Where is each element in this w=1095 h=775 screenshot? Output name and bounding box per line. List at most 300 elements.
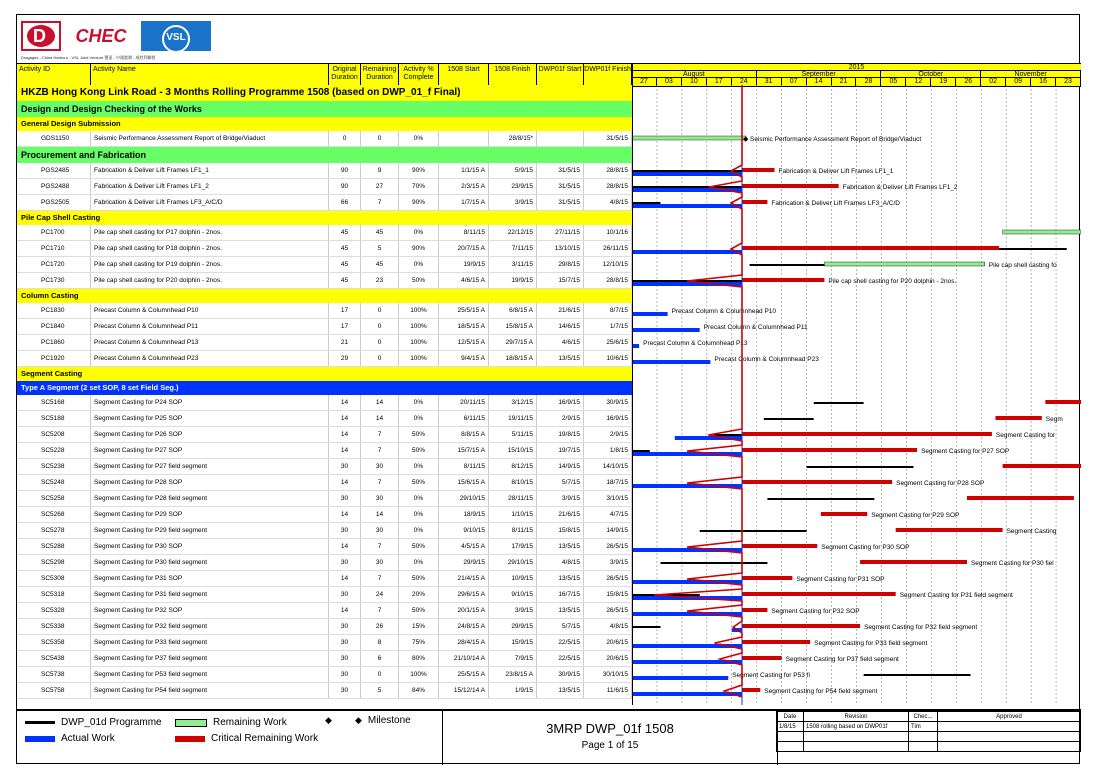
cell-df: 16/9/15 bbox=[584, 411, 632, 426]
cell-name: Pile cap shell casting for P19 dolphin - 2nos. bbox=[91, 257, 329, 272]
cell-s: 8/11/15 bbox=[439, 225, 489, 240]
critical-bar bbox=[742, 168, 775, 172]
baseline-bar bbox=[814, 402, 864, 404]
section-header-typea[interactable] bbox=[17, 381, 632, 395]
cell-rd: 0 bbox=[361, 303, 399, 318]
table-row[interactable] bbox=[17, 241, 632, 257]
cell-od: 14 bbox=[329, 427, 361, 442]
timeline-week: 21 bbox=[832, 78, 857, 86]
cell-s: 15/6/15 A bbox=[439, 475, 489, 490]
logo-bar bbox=[19, 17, 219, 63]
baseline-bar bbox=[632, 202, 661, 204]
col-dwp-finish[interactable]: DWP01f Finish bbox=[584, 64, 632, 86]
critical-bar bbox=[742, 640, 810, 644]
col-percent-complete[interactable]: Activity % Complete bbox=[399, 64, 439, 86]
bar-label: Segment Casting for bbox=[995, 432, 1056, 439]
remaining-bar bbox=[1003, 230, 1081, 234]
col-1508-start[interactable]: 1508 Start bbox=[439, 64, 489, 86]
baseline-bar bbox=[632, 170, 746, 172]
rev-date: 1/8/15 bbox=[777, 722, 804, 732]
cell-name: Segment Casting for P28 field segment bbox=[91, 491, 329, 506]
cell-pc: 0% bbox=[399, 411, 439, 426]
cell-id: PGS2488 bbox=[17, 179, 91, 194]
cell-s: 29/9/15 bbox=[439, 555, 489, 570]
table-row[interactable] bbox=[17, 131, 632, 147]
cell-pc: 100% bbox=[399, 335, 439, 350]
timeline-header bbox=[632, 63, 1081, 87]
cell-od: 30 bbox=[329, 491, 361, 506]
cell-f: 18/8/15 A bbox=[489, 351, 537, 366]
table-row[interactable] bbox=[17, 163, 632, 179]
cell-pc: 0% bbox=[399, 459, 439, 474]
table-row[interactable] bbox=[17, 351, 632, 367]
cell-s bbox=[439, 131, 489, 146]
table-row[interactable] bbox=[17, 555, 632, 571]
cell-rd: 45 bbox=[361, 257, 399, 272]
cell-name: Segment Casting for P28 SOP bbox=[91, 475, 329, 490]
cell-f: 29/10/15 bbox=[489, 555, 537, 570]
cell-rd: 8 bbox=[361, 635, 399, 650]
col-activity-id[interactable]: Activity ID bbox=[17, 64, 91, 86]
cell-f: 28/11/15 bbox=[489, 491, 537, 506]
cell-rd: 27 bbox=[361, 179, 399, 194]
cell-f: 22/12/15 bbox=[489, 225, 537, 240]
cell-f: 7/9/15 bbox=[489, 651, 537, 666]
cell-name: Pile cap shell casting for P18 dolphin - 2nos. bbox=[91, 241, 329, 256]
cell-f: 15/8/15 A bbox=[489, 319, 537, 334]
actual-bar bbox=[632, 312, 668, 316]
timeline-year-row bbox=[632, 64, 1081, 71]
cell-pc: 0% bbox=[399, 131, 439, 146]
section-title: General Design Submission bbox=[21, 119, 121, 128]
legend-swatch-critical bbox=[175, 736, 205, 742]
baseline-bar bbox=[767, 498, 874, 500]
cell-df: 4/7/15 bbox=[584, 507, 632, 522]
timeline-week: 27 bbox=[632, 78, 657, 86]
cell-s: 9/10/15 bbox=[439, 523, 489, 538]
col-remaining-duration[interactable]: Remaining Duration bbox=[361, 64, 399, 86]
rev-header-checked: Chec... bbox=[909, 712, 938, 722]
cell-pc: 50% bbox=[399, 443, 439, 458]
cell-od: 30 bbox=[329, 523, 361, 538]
table-row[interactable] bbox=[17, 667, 632, 683]
timeline-week: 31 bbox=[757, 78, 782, 86]
cell-df: 14/9/15 bbox=[584, 523, 632, 538]
critical-bar bbox=[742, 544, 817, 548]
cell-name: Precast Column & Columnhead P23 bbox=[91, 351, 329, 366]
cell-df: 2/9/15 bbox=[584, 427, 632, 442]
bar-label: Fabrication & Deliver Lift Frames LF1_2 bbox=[842, 184, 958, 191]
cell-pc: 0% bbox=[399, 507, 439, 522]
table-row[interactable] bbox=[17, 619, 632, 635]
cell-s: 25/5/15 A bbox=[439, 667, 489, 682]
cell-od: 45 bbox=[329, 225, 361, 240]
cell-df: 10/6/15 bbox=[584, 351, 632, 366]
table-row[interactable] bbox=[17, 427, 632, 443]
bar-label: Precast Column & Columnhead P13 bbox=[643, 340, 748, 347]
cell-ds: 27/11/15 bbox=[537, 225, 584, 240]
cell-name: Segment Casting for P29 SOP bbox=[91, 507, 329, 522]
cell-f: 15/10/15 bbox=[489, 443, 537, 458]
cell-name: Segment Casting for P25 SOP bbox=[91, 411, 329, 426]
table-row[interactable] bbox=[17, 443, 632, 459]
cell-od: 14 bbox=[329, 411, 361, 426]
cell-s: 29/10/15 bbox=[439, 491, 489, 506]
table-row[interactable] bbox=[17, 179, 632, 195]
table-row[interactable] bbox=[17, 225, 632, 241]
cell-name: Segment Casting for P32 field segment bbox=[91, 619, 329, 634]
table-row[interactable] bbox=[17, 635, 632, 651]
cell-df: 28/8/15 bbox=[584, 163, 632, 178]
cell-od: 14 bbox=[329, 539, 361, 554]
cell-name: Segment Casting for P54 field segment bbox=[91, 683, 329, 698]
bar-label: Segment Casting for P33 field segment bbox=[814, 640, 928, 647]
col-original-duration[interactable]: Original Duration bbox=[329, 64, 361, 86]
timeline-month: November bbox=[981, 71, 1081, 77]
section-header-segment[interactable] bbox=[17, 367, 632, 381]
cell-s: 8/8/15 A bbox=[439, 427, 489, 442]
table-row[interactable] bbox=[17, 335, 632, 351]
cell-pc: 0% bbox=[399, 257, 439, 272]
section-title: HKZB Hong Kong Link Road - 3 Months Rolling Programme 1508 (based on DWP_01_f Final) bbox=[21, 87, 461, 98]
cell-id: SC5278 bbox=[17, 523, 91, 538]
table-row[interactable] bbox=[17, 507, 632, 523]
timeline-week: 26 bbox=[956, 78, 981, 86]
section-header-design[interactable] bbox=[17, 101, 632, 117]
cell-name: Precast Column & Columnhead P13 bbox=[91, 335, 329, 350]
cell-od: 0 bbox=[329, 131, 361, 146]
milestone-icon: ◆ bbox=[743, 136, 749, 143]
section-header-proc[interactable] bbox=[17, 147, 632, 163]
table-row[interactable] bbox=[17, 273, 632, 289]
cell-f: 29/9/15 bbox=[489, 619, 537, 634]
cell-pc: 0% bbox=[399, 491, 439, 506]
legend-remaining: Remaining Work bbox=[175, 717, 287, 728]
cell-ds: 22/5/15 bbox=[537, 651, 584, 666]
timeline-week: 12 bbox=[906, 78, 931, 86]
cell-name: Segment Casting for P29 field segment bbox=[91, 523, 329, 538]
cell-df: 3/9/15 bbox=[584, 555, 632, 570]
cell-od: 17 bbox=[329, 303, 361, 318]
cell-id: SC5268 bbox=[17, 507, 91, 522]
cell-df: 26/11/15 bbox=[584, 241, 632, 256]
milestone-icon: ◆ bbox=[355, 715, 362, 725]
cell-name: Fabrication & Deliver Lift Frames LF1_1 bbox=[91, 163, 329, 178]
cell-f: 9/10/15 bbox=[489, 587, 537, 602]
cell-rd: 14 bbox=[361, 507, 399, 522]
cell-ds bbox=[537, 131, 584, 146]
cell-od: 29 bbox=[329, 351, 361, 366]
cell-pc: 90% bbox=[399, 195, 439, 210]
timeline-month: August bbox=[632, 71, 757, 77]
actual-bar bbox=[632, 328, 700, 332]
cell-od: 30 bbox=[329, 651, 361, 666]
cell-id: PC1720 bbox=[17, 257, 91, 272]
section-header-title[interactable] bbox=[17, 85, 632, 101]
timeline-week: 07 bbox=[782, 78, 807, 86]
cell-id: SC5238 bbox=[17, 459, 91, 474]
cell-od: 90 bbox=[329, 163, 361, 178]
bar-label: Segment Casting for P30 SOP bbox=[821, 544, 910, 551]
table-row[interactable] bbox=[17, 651, 632, 667]
cell-f: 8/10/15 bbox=[489, 475, 537, 490]
table-timeline-divider bbox=[632, 63, 633, 705]
rev-header-approved: Approved bbox=[938, 712, 1081, 722]
critical-bar bbox=[742, 688, 760, 692]
cell-pc: 100% bbox=[399, 351, 439, 366]
cell-df: 3/10/15 bbox=[584, 491, 632, 506]
bar-label: Pile cap shell casting for P20 dolphin - 2nos. bbox=[828, 278, 957, 285]
cell-rd: 7 bbox=[361, 443, 399, 458]
cell-ds: 4/6/15 bbox=[537, 335, 584, 350]
baseline-bar bbox=[764, 418, 814, 420]
cell-id: SC5208 bbox=[17, 427, 91, 442]
cell-f: 23/8/15 A bbox=[489, 667, 537, 682]
table-row[interactable] bbox=[17, 587, 632, 603]
page-indicator: Page 1 of 15 bbox=[581, 740, 639, 751]
legend-milestone: ◆ Milestone bbox=[355, 715, 411, 726]
cell-s: 18/5/15 A bbox=[439, 319, 489, 334]
section-header-gds[interactable] bbox=[17, 117, 632, 131]
cell-od: 14 bbox=[329, 475, 361, 490]
critical-bar bbox=[896, 528, 1003, 532]
col-1508-finish[interactable]: 1508 Finish bbox=[489, 64, 537, 86]
cell-name: Pile cap shell casting for P17 dolphin - 2nos. bbox=[91, 225, 329, 240]
table-row[interactable] bbox=[17, 683, 632, 699]
cell-od: 45 bbox=[329, 273, 361, 288]
cell-rd: 0 bbox=[361, 319, 399, 334]
table-row[interactable] bbox=[17, 459, 632, 475]
cell-ds: 19/8/15 bbox=[537, 427, 584, 442]
critical-bar bbox=[821, 512, 867, 516]
timeline-week: 19 bbox=[931, 78, 956, 86]
cell-pc: 0% bbox=[399, 395, 439, 410]
cell-rd: 14 bbox=[361, 395, 399, 410]
cell-df: 11/6/15 bbox=[584, 683, 632, 698]
cell-name: Pile cap shell casting for P20 dolphin - 2nos. bbox=[91, 273, 329, 288]
cell-id: SC5738 bbox=[17, 667, 91, 682]
table-row[interactable] bbox=[17, 411, 632, 427]
col-dwp-start[interactable]: DWP01f Start bbox=[537, 64, 584, 86]
cell-ds: 2/9/15 bbox=[537, 411, 584, 426]
cell-id: SC5168 bbox=[17, 395, 91, 410]
cell-id: PC1730 bbox=[17, 273, 91, 288]
cell-s: 20/1/15 A bbox=[439, 603, 489, 618]
cell-od: 21 bbox=[329, 335, 361, 350]
cell-s: 20/11/15 bbox=[439, 395, 489, 410]
actual-bar bbox=[632, 692, 742, 696]
sheet-title-box bbox=[442, 711, 778, 765]
cell-s: 2/3/15 A bbox=[439, 179, 489, 194]
cell-id: SC5288 bbox=[17, 539, 91, 554]
cell-rd: 5 bbox=[361, 683, 399, 698]
timeline-week: 05 bbox=[881, 78, 906, 86]
baseline-bar bbox=[632, 450, 650, 452]
cell-ds: 13/10/15 bbox=[537, 241, 584, 256]
cell-rd: 7 bbox=[361, 195, 399, 210]
bar-label: Fabrication & Deliver Lift Frames LF3_A/C/D bbox=[771, 200, 901, 207]
cell-s: 15/7/15 A bbox=[439, 443, 489, 458]
cell-f: 19/11/15 bbox=[489, 411, 537, 426]
cell-id: SC5228 bbox=[17, 443, 91, 458]
actual-bar bbox=[632, 360, 710, 364]
cell-rd: 26 bbox=[361, 619, 399, 634]
cell-ds: 15/7/15 bbox=[537, 273, 584, 288]
cell-df: 28/8/15 bbox=[584, 179, 632, 194]
cell-rd: 7 bbox=[361, 571, 399, 586]
cell-od: 30 bbox=[329, 683, 361, 698]
table-row[interactable] bbox=[17, 395, 632, 411]
cell-df: 1/7/15 bbox=[584, 319, 632, 334]
cell-s: 20/7/15 A bbox=[439, 241, 489, 256]
table-row[interactable] bbox=[17, 603, 632, 619]
cell-df: 12/10/15 bbox=[584, 257, 632, 272]
bar-label: Segment Casting for P30 fiel bbox=[970, 560, 1054, 567]
cell-s: 29/6/15 A bbox=[439, 587, 489, 602]
cell-od: 90 bbox=[329, 179, 361, 194]
bar-label: Segment Casting for P32 SOP bbox=[771, 608, 860, 615]
logo-caption: Dragages - China Harbour - VSL Joint Venture 寶嘉 - 中國港灣 - 威胜利聯營 bbox=[21, 55, 156, 60]
cell-rd: 0 bbox=[361, 667, 399, 682]
cell-rd: 30 bbox=[361, 523, 399, 538]
cell-od: 17 bbox=[329, 319, 361, 334]
cell-ds: 13/5/15 bbox=[537, 351, 584, 366]
cell-df: 26/5/15 bbox=[584, 539, 632, 554]
remaining-bar bbox=[632, 136, 746, 140]
critical-bar bbox=[742, 246, 999, 250]
cell-pc: 84% bbox=[399, 683, 439, 698]
cell-rd: 30 bbox=[361, 459, 399, 474]
table-row[interactable] bbox=[17, 319, 632, 335]
table-row[interactable] bbox=[17, 539, 632, 555]
cell-df: 30/10/15 bbox=[584, 667, 632, 682]
cell-f: 17/9/15 bbox=[489, 539, 537, 554]
cell-s: 4/6/15 A bbox=[439, 273, 489, 288]
bar-label: Pile cap shell casting fo bbox=[988, 262, 1057, 269]
timeline-week: 23 bbox=[1056, 78, 1081, 86]
cell-id: PC1840 bbox=[17, 319, 91, 334]
table-row[interactable] bbox=[17, 523, 632, 539]
cell-rd: 30 bbox=[361, 555, 399, 570]
cell-pc: 80% bbox=[399, 651, 439, 666]
table-row[interactable] bbox=[17, 195, 632, 211]
cell-rd: 0 bbox=[361, 131, 399, 146]
timeline-week: 03 bbox=[657, 78, 682, 86]
cell-name: Fabrication & Deliver Lift Frames LF1_2 bbox=[91, 179, 329, 194]
cell-s: 1/1/15 A bbox=[439, 163, 489, 178]
cell-name: Fabrication & Deliver Lift Frames LF3_A/C/D bbox=[91, 195, 329, 210]
cell-s: 1/7/15 A bbox=[439, 195, 489, 210]
cell-name: Seismic Performance Assessment Report of Bridge/Viaduct bbox=[91, 131, 329, 146]
cell-s: 21/10/14 A bbox=[439, 651, 489, 666]
cell-df: 26/5/15 bbox=[584, 571, 632, 586]
cell-ds: 19/7/15 bbox=[537, 443, 584, 458]
cell-ds: 30/9/15 bbox=[537, 667, 584, 682]
table-row[interactable] bbox=[17, 257, 632, 273]
cell-name: Segment Casting for P31 SOP bbox=[91, 571, 329, 586]
cell-df: 26/5/15 bbox=[584, 603, 632, 618]
cell-id: SC5758 bbox=[17, 683, 91, 698]
bar-label: Segment Casting for P32 field segment bbox=[864, 624, 978, 631]
cell-od: 30 bbox=[329, 555, 361, 570]
legend-milestone-marker: ◆ bbox=[325, 715, 332, 725]
cell-rd: 9 bbox=[361, 163, 399, 178]
cell-df: 31/5/15 bbox=[584, 131, 632, 146]
critical-bar bbox=[742, 432, 992, 436]
cell-rd: 5 bbox=[361, 241, 399, 256]
table-row[interactable] bbox=[17, 571, 632, 587]
cell-f: 3/9/15 bbox=[489, 195, 537, 210]
cell-ds: 14/6/15 bbox=[537, 319, 584, 334]
table-header bbox=[17, 63, 632, 87]
timeline-week: 16 bbox=[1031, 78, 1056, 86]
cell-ds: 13/5/15 bbox=[537, 539, 584, 554]
cell-pc: 90% bbox=[399, 241, 439, 256]
critical-bar bbox=[742, 656, 782, 660]
table-row[interactable] bbox=[17, 491, 632, 507]
cell-pc: 50% bbox=[399, 427, 439, 442]
baseline-bar bbox=[700, 530, 807, 532]
timeline-week: 24 bbox=[732, 78, 757, 86]
cell-s: 21/4/15 A bbox=[439, 571, 489, 586]
bar-label: Segment Casting for P31 field segment bbox=[899, 592, 1013, 599]
critical-bar bbox=[742, 278, 824, 282]
cell-pc: 0% bbox=[399, 523, 439, 538]
cell-od: 30 bbox=[329, 587, 361, 602]
cell-id: PGS2485 bbox=[17, 163, 91, 178]
cell-id: SC5438 bbox=[17, 651, 91, 666]
cell-od: 30 bbox=[329, 667, 361, 682]
cell-df: 15/8/15 bbox=[584, 587, 632, 602]
cell-name: Segment Casting for P32 SOP bbox=[91, 603, 329, 618]
cell-f: 19/9/15 bbox=[489, 273, 537, 288]
cell-pc: 50% bbox=[399, 475, 439, 490]
cell-ds: 22/5/15 bbox=[537, 635, 584, 650]
timeline-week: 09 bbox=[1006, 78, 1031, 86]
cell-f: 28/8/15* bbox=[489, 131, 537, 146]
critical-bar bbox=[967, 496, 1074, 500]
cell-df: 18/7/15 bbox=[584, 475, 632, 490]
cell-id: GDS1150 bbox=[17, 131, 91, 146]
cell-id: SC5308 bbox=[17, 571, 91, 586]
table-row[interactable] bbox=[17, 475, 632, 491]
cell-s: 24/8/15 A bbox=[439, 619, 489, 634]
cell-df: 8/7/15 bbox=[584, 303, 632, 318]
timeline-month: October bbox=[881, 71, 981, 77]
cell-df: 4/8/15 bbox=[584, 619, 632, 634]
cell-s: 9/4/15 A bbox=[439, 351, 489, 366]
cell-pc: 75% bbox=[399, 635, 439, 650]
table-row[interactable] bbox=[17, 303, 632, 319]
cell-s: 19/9/15 bbox=[439, 257, 489, 272]
cell-f: 1/10/15 bbox=[489, 507, 537, 522]
col-activity-name[interactable]: Activity Name bbox=[91, 64, 329, 86]
timeline-week: 17 bbox=[707, 78, 732, 86]
cell-s: 4/5/15 A bbox=[439, 539, 489, 554]
cell-f: 1/9/15 bbox=[489, 683, 537, 698]
section-header-column[interactable] bbox=[17, 289, 632, 303]
cell-od: 14 bbox=[329, 571, 361, 586]
section-header-pile[interactable] bbox=[17, 211, 632, 225]
cell-rd: 6 bbox=[361, 651, 399, 666]
cell-f: 15/9/15 bbox=[489, 635, 537, 650]
cell-f: 7/11/15 bbox=[489, 241, 537, 256]
cell-ds: 13/5/15 bbox=[537, 683, 584, 698]
critical-bar bbox=[742, 608, 767, 612]
cell-id: SC5318 bbox=[17, 587, 91, 602]
cell-id: PC1860 bbox=[17, 335, 91, 350]
critical-bar bbox=[742, 448, 917, 452]
